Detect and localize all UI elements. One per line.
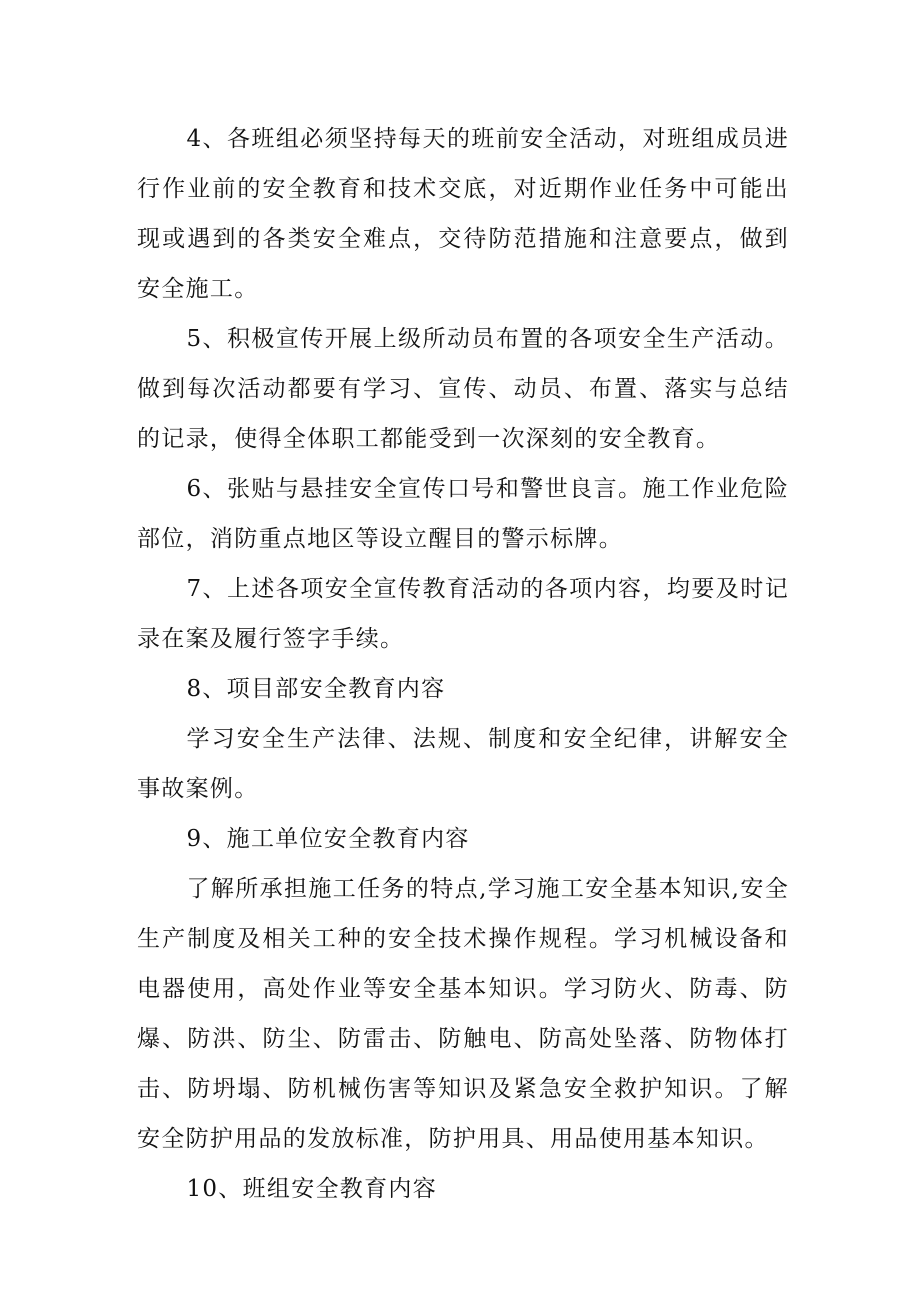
paragraph-item-4: 4、各班组必须坚持每天的班前安全活动，对班组成员进行作业前的安全教育和技术交底，对近期作业任务中可能出现或遇到的各类安全难点，交待防范措施和注意要点，做到安全施工。 <box>137 126 789 302</box>
section-heading-8: 8、项目部安全教育内容 <box>186 676 446 702</box>
paragraph-item-7: 7、上述各项安全宣传教育活动的各项内容，均要及时记录在案及履行签字手续。 <box>137 576 789 652</box>
section-heading-9: 9、施工单位安全教育内容 <box>186 826 470 852</box>
paragraph-section-8-body: 学习安全生产法律、法规、制度和安全纪律，讲解安全事故案例。 <box>137 726 789 802</box>
paragraph-item-6: 6、张贴与悬挂安全宣传口号和警世良言。施工作业危险部位，消防重点地区等设立醒目的警示标牌。 <box>137 476 789 552</box>
paragraph-section-9-body: 了解所承担施工任务的特点,学习施工安全基本知识,安全生产制度及相关工种的安全技术操作规程。学习机械设备和电器使用，高处作业等安全基本知识。学习防火、防毒、防爆、防洪、防尘、防雷击、防触电、防高处坠落、防物体打击、防坍塌、防机械伤害等知识及紧急安全救护知识。了解安全防护用品的发放标准，防护用具、用品使用基本知识。 <box>137 876 789 1152</box>
document-body <box>137 114 789 1214</box>
paragraph-item-5: 5、积极宣传开展上级所动员布置的各项安全生产活动。做到每次活动都要有学习、宣传、动员、布置、落实与总结的记录，使得全体职工都能受到一次深刻的安全教育。 <box>137 326 789 452</box>
section-heading-10: 10、班组安全教育内容 <box>186 1176 438 1202</box>
